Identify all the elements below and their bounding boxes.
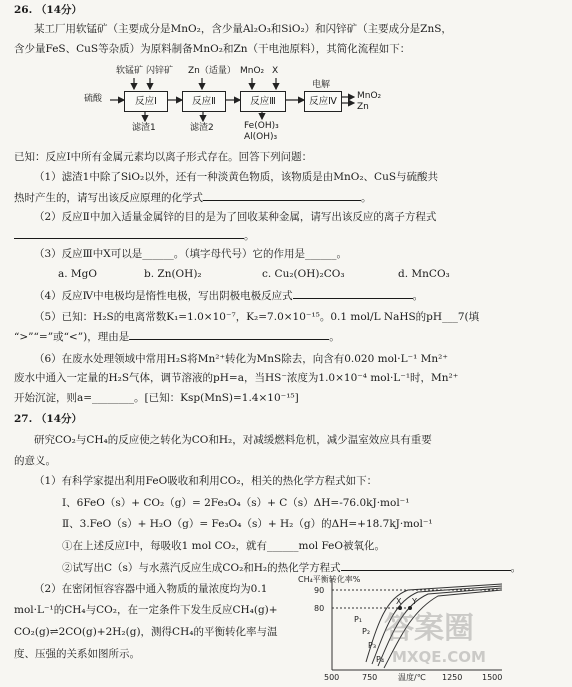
- option-a: a. MgO: [58, 268, 98, 280]
- q26-part1-a: （1）滤渣1中除了SiO₂以外，还有一种淡黄色物质，该物质是由MnO₂、CuS与硫酸共: [34, 171, 439, 183]
- reaction-1-box: 反应Ⅰ: [124, 91, 168, 112]
- q26-part3: （3）反应Ⅲ中X可以是______。（填字母代号）它的作用是______。: [34, 248, 348, 260]
- y-tick-90: 90: [314, 586, 325, 595]
- flow-label-residue-2: 滤渣2: [190, 123, 214, 133]
- reaction-3-box: 反应Ⅲ: [240, 91, 286, 112]
- y-tick-80: 80: [314, 604, 325, 613]
- answer-blank-4[interactable]: [293, 289, 413, 299]
- q27-intro-1: 研究CO₂与CH₄的反应使之转化为CO和H₂，对减缓燃料危机，减少温室效应具有重要: [34, 434, 432, 446]
- flow-label-zn-out: Zn: [357, 102, 369, 112]
- y-axis-label: CH₄平衡转化率%: [298, 575, 361, 584]
- q26-part4: （4）反应Ⅳ中电极均是惰性电极，写出阴极电极反应式 。: [34, 290, 424, 302]
- reaction-4-box: 反应Ⅳ: [304, 91, 342, 112]
- option-d: d. MnCO₃: [398, 268, 450, 280]
- flow-label-residue-1: 滤渣1: [132, 123, 156, 133]
- flow-label-pyrolusite: 软锰矿: [116, 66, 144, 76]
- flow-label-feoh3: Fe(OH)₃: [244, 121, 279, 131]
- flow-label-acid: 硫酸: [84, 94, 103, 104]
- q26-part6-c: 开始沉淀，则a=________。[已知：Ksp(MnS)=1.4×10⁻¹⁵]: [14, 392, 299, 404]
- watermark-logo: 答案圈: [384, 611, 474, 646]
- flow-label-mno2-in: MnO₂: [240, 66, 265, 76]
- x-tick-500: 500: [324, 673, 340, 682]
- point-label-x: X: [396, 597, 402, 606]
- point-label-y: Y: [412, 597, 417, 606]
- q26-known: 已知：反应Ⅰ中所有金属元素均以离子形式存在。回答下列问题：: [14, 151, 313, 163]
- option-b: b. Zn(OH)₂: [144, 268, 202, 280]
- q26-part5-a: （5）已知：H₂S的电离常数K₁=1.0×10⁻⁷，K₂=7.0×10⁻¹⁵。0.1 mol/L NaHS的pH___7(填: [34, 311, 480, 323]
- q26-part6-b: 废水中通入一定量的H₂S气体，调节溶液的pH=a，当HS⁻浓度为1.0×10⁻⁴ mol·L⁻¹时，Mn²⁺: [14, 372, 459, 384]
- q27-sub-2: ②试写出C（s）与水蒸汽反应生成CO₂和H₂的热化学方程式 。: [62, 562, 522, 574]
- flow-label-zn: Zn（适量）: [188, 66, 236, 76]
- q26-header: 26. （14分）: [14, 4, 83, 16]
- q27-part2-b: mol·L⁻¹的CH₄与CO₂，在一定条件下发生反应CH₄(g)+: [14, 604, 278, 616]
- answer-blank-2[interactable]: [14, 229, 244, 239]
- q27-part2-a: （2）在密闭恒容容器中通入物质的量浓度均为0.1: [34, 583, 268, 595]
- answer-blank-1[interactable]: [203, 191, 361, 201]
- q26-part2: （2）反应Ⅱ中加入适量金属锌的目的是为了回收某种金属，请写出该反应的离子方程式: [34, 211, 437, 223]
- answer-blank-27-2[interactable]: [341, 561, 511, 571]
- x-tick-750: 750: [362, 673, 378, 682]
- q26-part1-b: 热时产生的，请写出该反应原理的化学式 。: [14, 192, 372, 204]
- q27-part2-d: 度、压强的关系如图所示。: [14, 648, 140, 660]
- q26-intro-2: 含少量FeS、CuS等杂质）为原料制备MnO₂和Zn（干电池原料），其简化流程如下：: [14, 43, 411, 55]
- q27-sub-1: ①在上述反应Ⅰ中，每吸收1 mol CO₂，就有______mol FeO被氧化。: [62, 540, 385, 552]
- series-label-p3: P₃: [368, 641, 377, 650]
- q27-equation-1: Ⅰ、6FeO（s）+ CO₂（g）= 2Fe₃O₄（s）+ C（s）ΔH=-76.0kJ·mol⁻¹: [62, 497, 410, 509]
- q26-part2-answer: 。: [14, 229, 524, 243]
- q26-part5-b: “>”“=”或“<”)，理由是 。: [14, 331, 340, 343]
- series-label-p1: P₁: [354, 615, 363, 624]
- x-tick-1500: 1500: [482, 673, 503, 682]
- answer-blank-5[interactable]: [129, 330, 329, 340]
- series-label-p4: P₄: [376, 655, 385, 664]
- x-tick-1250: 1250: [442, 673, 463, 682]
- q27-intro-2: 的意义。: [14, 455, 56, 467]
- q26-intro-1: 某工厂用软锰矿（主要成分是MnO₂，含少量Al₂O₃和SiO₂）和闪锌矿（主要成分是ZnS，: [34, 23, 452, 35]
- x-axis-label: 温度/℃: [398, 673, 426, 682]
- flow-label-x: X: [272, 66, 279, 76]
- flow-label-mno2-out: MnO₂: [357, 91, 382, 101]
- flow-label-aloh3: Al(OH)₃: [244, 132, 278, 142]
- flow-label-electrolysis: 电解: [312, 80, 331, 90]
- option-c: c. Cu₂(OH)₂CO₃: [262, 268, 345, 280]
- q26-part6-a: （6）在废水处理领域中常用H₂S将Mn²⁺转化为MnS除去，向含有0.020 mol·L⁻¹ Mn²⁺: [34, 353, 448, 365]
- flow-label-sphalerite: 闪锌矿: [146, 66, 174, 76]
- q27-header: 27. （14分）: [14, 413, 83, 425]
- watermark-url: MXQE.COM: [392, 648, 486, 666]
- q27-equation-2: Ⅱ、3.FeO（s）+ H₂O（g）= Fe₃O₄（s）+ H₂（g）的ΔH=+18.7kJ·mol⁻¹: [62, 518, 433, 530]
- q27-part1: （1）有科学家提出利用FeO吸收和利用CO₂，相关的热化学方程式如下：: [34, 475, 378, 487]
- series-label-p2: P₂: [362, 627, 371, 636]
- q27-part2-c: CO₂(g)⇌2CO(g)+2H₂(g)，测得CH₄的平衡转化率与温: [14, 626, 278, 638]
- reaction-2-box: 反应Ⅱ: [182, 91, 226, 112]
